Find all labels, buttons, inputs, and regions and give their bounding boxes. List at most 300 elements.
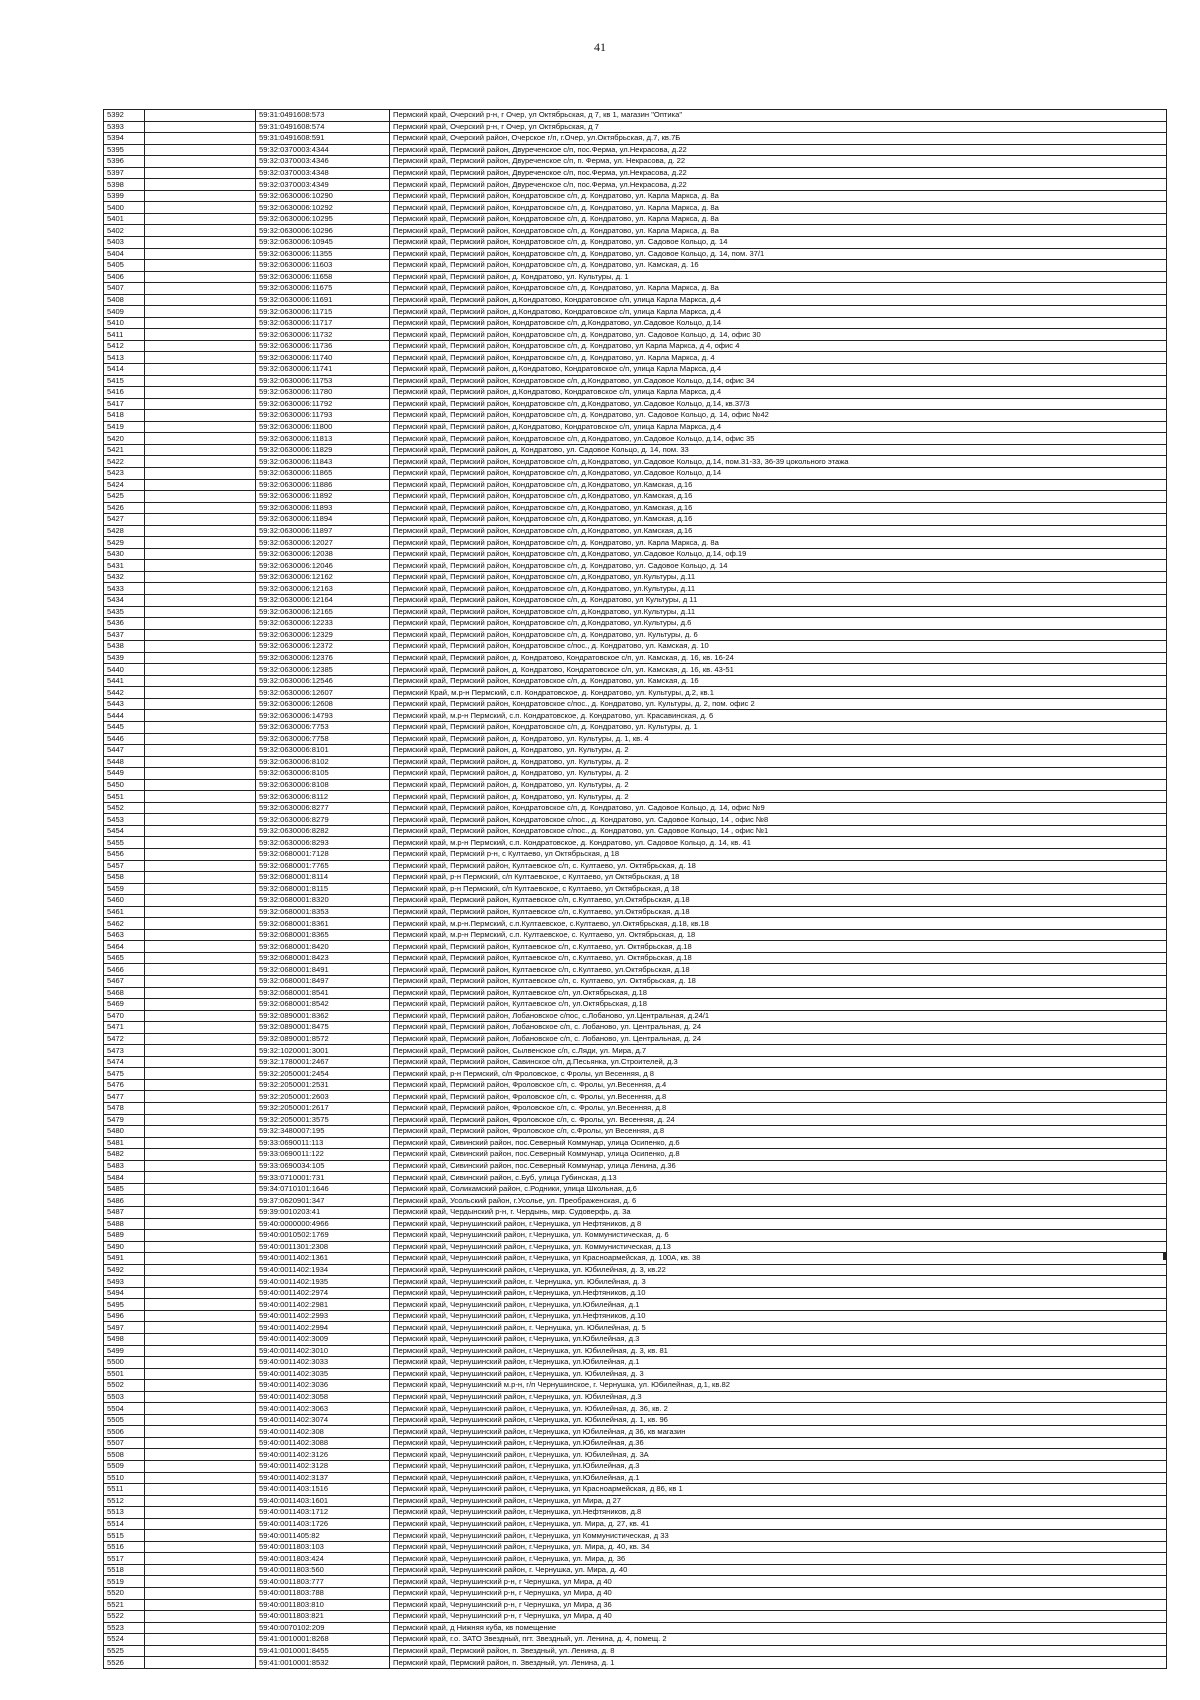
address-cell: Пермский край, Пермский район, Фроловское с/п, с. Фролы, ул.Весенняя, д.8: [390, 1091, 1167, 1103]
address-cell: Пермский край, г.о. ЗАТО Звездный, пгт. Звездный, ул. Ленина, д. 4, помещ. 2: [390, 1634, 1167, 1646]
table-row: [104, 433, 1167, 445]
cadastral-number-cell: 59:40:0011402:3035: [256, 1368, 390, 1380]
cadastral-number-cell: 59:40:0011803:424: [256, 1553, 390, 1565]
table-row: [104, 1068, 1167, 1080]
table-row: [104, 1056, 1167, 1068]
cadastral-number-cell: 59:32:0680001:8365: [256, 929, 390, 941]
row-number-cell: 5431: [104, 560, 145, 572]
row-number-cell: 5436: [104, 618, 145, 630]
blank-cell: [145, 225, 256, 237]
cadastral-number-cell: 59:32:0630006:11355: [256, 248, 390, 260]
blank-cell: [145, 444, 256, 456]
address-cell: Пермский край, Чернушинский район, г.Чернушка, ул Юбилейная, д 36, кв магазин: [390, 1426, 1167, 1438]
row-number-cell: 5516: [104, 1541, 145, 1553]
table-row: [104, 710, 1167, 722]
table-row: [104, 756, 1167, 768]
address-cell: Пермский край, Чернушинский район, г.Чернушка, ул. Мира, д. 27, кв. 41: [390, 1518, 1167, 1530]
table-row: [104, 1206, 1167, 1218]
row-number-cell: 5448: [104, 756, 145, 768]
cadastral-number-cell: 59:32:0890001:8475: [256, 1022, 390, 1034]
cadastral-number-cell: 59:40:0011402:3074: [256, 1414, 390, 1426]
blank-cell: [145, 1253, 256, 1265]
blank-cell: [145, 883, 256, 895]
table-row: [104, 340, 1167, 352]
table-row: [104, 202, 1167, 214]
cadastral-number-cell: 59:40:0011402:1361: [256, 1253, 390, 1265]
cadastral-number-cell: 59:40:0011803:777: [256, 1576, 390, 1588]
blank-cell: [145, 548, 256, 560]
table-row: [104, 1484, 1167, 1496]
cadastral-number-cell: 59:40:0011402:3033: [256, 1357, 390, 1369]
cadastral-number-cell: 59:32:0630006:11800: [256, 421, 390, 433]
row-number-cell: 5417: [104, 398, 145, 410]
address-cell: Пермский край, Пермский район, Кондратовское с/п, д. Кондратово, ул. Камская, д. 16: [390, 260, 1167, 272]
table-row: [104, 271, 1167, 283]
row-number-cell: 5419: [104, 421, 145, 433]
blank-cell: [145, 860, 256, 872]
address-cell: Пермский край, Пермский район, Кондратовское с/п, д. Кондратово, ул. Карла Маркса, д. 8а: [390, 190, 1167, 202]
blank-cell: [145, 294, 256, 306]
row-number-cell: 5466: [104, 964, 145, 976]
blank-cell: [145, 825, 256, 837]
table-row: [104, 1287, 1167, 1299]
table-row: [104, 906, 1167, 918]
cadastral-number-cell: 59:32:0890001:8362: [256, 1010, 390, 1022]
address-cell: Пермский край, Пермский район, Кондратовское с/п, д.Кондратово, ул.Культуры, д.11: [390, 606, 1167, 618]
cadastral-number-cell: 59:32:0680001:8361: [256, 918, 390, 930]
table-row: [104, 1403, 1167, 1415]
table-row: [104, 467, 1167, 479]
cadastral-number-cell: 59:40:0011402:3036: [256, 1380, 390, 1392]
cadastral-number-cell: 59:40:0011402:3010: [256, 1345, 390, 1357]
address-cell: Пермский край, м.р-н Пермский, с.п. Кондратовское, д. Кондратово, ул. Красавинская, д. 6: [390, 710, 1167, 722]
cadastral-number-cell: 59:32:0680001:8115: [256, 883, 390, 895]
address-cell: Пермский край, Пермский район, Кондратовское с/п, д. Кондратово, ул. Карла Маркса, д. 8а: [390, 202, 1167, 214]
address-cell: Пермский край, Пермский район, д. Кондратово, ул. Культуры, д. 1: [390, 271, 1167, 283]
address-cell: Пермский край, Очерский р-н, г Очер, ул Октябрьская, д 7: [390, 121, 1167, 133]
table-row: [104, 283, 1167, 295]
address-cell: Пермский край, Чернушинский район, г.Чернушка, ул.Юбилейная, д.36: [390, 1437, 1167, 1449]
address-cell: Пермский край, Пермский район, Двуреченское с/п, пос.Ферма, ул.Некрасова, д.22: [390, 144, 1167, 156]
cadastral-number-cell: 59:31:0491608:591: [256, 133, 390, 145]
table-row: [104, 687, 1167, 699]
address-cell: Пермский край, Пермский район, Сылвенское с/п, с.Ляди, ул. Мира, д.7: [390, 1045, 1167, 1057]
cadastral-number-cell: 59:32:0630006:11886: [256, 479, 390, 491]
cadastral-number-cell: 59:40:0011402:3137: [256, 1472, 390, 1484]
blank-cell: [145, 895, 256, 907]
blank-cell: [145, 1564, 256, 1576]
blank-cell: [145, 756, 256, 768]
table-row: [104, 1564, 1167, 1576]
blank-cell: [145, 618, 256, 630]
blank-cell: [145, 1437, 256, 1449]
row-number-cell: 5468: [104, 987, 145, 999]
cadastral-number-cell: 59:32:0630006:12165: [256, 606, 390, 618]
blank-cell: [145, 791, 256, 803]
address-cell: Пермский край, Пермский район, Култаевское с/п, с. Култаево, ул. Октябрьская, д. 18: [390, 976, 1167, 988]
table-row: [104, 929, 1167, 941]
table-row: [104, 121, 1167, 133]
blank-cell: [145, 1033, 256, 1045]
address-cell: Пермский край, Пермский район, д. Кондратово, Кондратовское с/п, ул. Камская, д. 16, кв. 16-24: [390, 652, 1167, 664]
cadastral-number-cell: 59:40:0011402:308: [256, 1426, 390, 1438]
row-number-cell: 5416: [104, 387, 145, 399]
row-number-cell: 5464: [104, 941, 145, 953]
row-number-cell: 5518: [104, 1564, 145, 1576]
address-cell: Пермский край, Пермский район, Фроловское с/п, с. Фролы, ул.Весенняя, д.8: [390, 1103, 1167, 1115]
row-number-cell: 5515: [104, 1530, 145, 1542]
cadastral-number-cell: 59:33:0690011:113: [256, 1137, 390, 1149]
blank-cell: [145, 560, 256, 572]
cadastral-number-cell: 59:32:0890001:8572: [256, 1033, 390, 1045]
row-number-cell: 5521: [104, 1599, 145, 1611]
cadastral-number-cell: 59:40:0011803:810: [256, 1599, 390, 1611]
row-number-cell: 5488: [104, 1218, 145, 1230]
row-number-cell: 5482: [104, 1149, 145, 1161]
row-number-cell: 5475: [104, 1068, 145, 1080]
address-cell: Пермский край, Чернушинский район, г.Чернушка, ул.Юбилейная, д.1: [390, 1357, 1167, 1369]
row-number-cell: 5489: [104, 1230, 145, 1242]
cadastral-number-cell: 59:40:0011803:103: [256, 1541, 390, 1553]
blank-cell: [145, 502, 256, 514]
table-row: [104, 1103, 1167, 1115]
address-cell: Пермский край, Пермский район, Кондратовское с/п, д. Кондратово, ул. Садовое Кольцо, д. 14, офис №42: [390, 410, 1167, 422]
cadastral-number-cell: 59:40:0011402:1935: [256, 1276, 390, 1288]
table-row: [104, 1079, 1167, 1091]
address-cell: Пермский край, Пермский район, д.Кондратово, Кондратовское с/п, улица Карла Маркса, д.4: [390, 294, 1167, 306]
cadastral-number-cell: 59:32:0680001:8491: [256, 964, 390, 976]
row-number-cell: 5497: [104, 1322, 145, 1334]
blank-cell: [145, 675, 256, 687]
blank-cell: [145, 1149, 256, 1161]
blank-cell: [145, 837, 256, 849]
table-row: [104, 306, 1167, 318]
cadastral-number-cell: 59:32:0630006:11715: [256, 306, 390, 318]
blank-cell: [145, 1472, 256, 1484]
table-row: [104, 1518, 1167, 1530]
row-number-cell: 5453: [104, 814, 145, 826]
cadastral-number-cell: 59:40:0070102:209: [256, 1622, 390, 1634]
row-number-cell: 5394: [104, 133, 145, 145]
cadastral-number-cell: 59:32:0630006:10290: [256, 190, 390, 202]
blank-cell: [145, 1264, 256, 1276]
address-cell: Пермский край, Чернушинский район, г.Чернушка, ул.Нефтяников, д.8: [390, 1507, 1167, 1519]
cadastral-number-cell: 59:31:0491608:573: [256, 110, 390, 122]
row-number-cell: 5406: [104, 271, 145, 283]
address-cell: Пермский край, Пермский район, Кондратовское с/п, д.Кондратово, ул.Садовое Кольцо, д.14, оф.19: [390, 548, 1167, 560]
blank-cell: [145, 213, 256, 225]
address-cell: Пермский край, Чернушинский район, г.Чернушка, ул. Юбилейная, д.3: [390, 1391, 1167, 1403]
cadastral-number-cell: 59:40:0011403:1601: [256, 1495, 390, 1507]
table-row: [104, 1507, 1167, 1519]
table-row: [104, 387, 1167, 399]
row-number-cell: 5428: [104, 525, 145, 537]
row-number-cell: 5396: [104, 156, 145, 168]
table-row: [104, 1114, 1167, 1126]
blank-cell: [145, 398, 256, 410]
table-row: [104, 606, 1167, 618]
address-cell: Пермский край, Пермский район, Кондратовское с/п, д. Кондратово, ул Карла Маркса, д 4, офис 4: [390, 340, 1167, 352]
table-row: [104, 398, 1167, 410]
address-cell: Пермский край, р-н Пермский, с/п Фроловское, с Фролы, ул Весенняя, д 8: [390, 1068, 1167, 1080]
blank-cell: [145, 1333, 256, 1345]
table-row: [104, 652, 1167, 664]
blank-cell: [145, 1172, 256, 1184]
row-number-cell: 5402: [104, 225, 145, 237]
address-cell: Пермский край, Пермский район, Култаевское с/п, с.Култаево, ул. Октябрьская, д.18: [390, 952, 1167, 964]
cadastral-number-cell: 59:32:0630006:11793: [256, 410, 390, 422]
cadastral-number-cell: 59:32:0630006:8105: [256, 768, 390, 780]
row-number-cell: 5445: [104, 721, 145, 733]
blank-cell: [145, 144, 256, 156]
table-row: [104, 548, 1167, 560]
table-row: [104, 860, 1167, 872]
row-number-cell: 5510: [104, 1472, 145, 1484]
row-number-cell: 5491: [104, 1253, 145, 1265]
table-row: [104, 237, 1167, 249]
table-row: [104, 1333, 1167, 1345]
row-number-cell: 5451: [104, 791, 145, 803]
address-cell: Пермский край, Сивинский район, пос.Северный Коммунар, улица Осипенко, д.6: [390, 1137, 1167, 1149]
row-number-cell: 5479: [104, 1114, 145, 1126]
address-cell: Пермский край, д Нижняя куба, кв помещение: [390, 1622, 1167, 1634]
page-number: 41: [594, 40, 606, 54]
row-number-cell: 5484: [104, 1172, 145, 1184]
cadastral-number-cell: 59:32:0630006:11780: [256, 387, 390, 399]
address-cell: Пермский край, Сивинский район, пос.Северный Коммунар, улица Осипенко, д.8: [390, 1149, 1167, 1161]
address-cell: Пермский край, р-н Пермский, с/п Култаевское, с Култаево, ул Октябрьская, д 18: [390, 883, 1167, 895]
blank-cell: [145, 1218, 256, 1230]
table-row: [104, 745, 1167, 757]
blank-cell: [145, 1368, 256, 1380]
table-row: [104, 895, 1167, 907]
row-number-cell: 5458: [104, 872, 145, 884]
blank-cell: [145, 1426, 256, 1438]
table-row: [104, 410, 1167, 422]
cadastral-number-cell: 59:32:0630006:11740: [256, 352, 390, 364]
address-cell: Пермский край, Пермский район, Кондратовское с/п, д. Кондратово, ул. Садовое Кольцо, д. 14: [390, 237, 1167, 249]
cadastral-number-cell: 59:40:0011403:1516: [256, 1484, 390, 1496]
address-cell: Пермский край, Чернушинский район, г.Чернушка, ул.Юбилейная, д.1: [390, 1472, 1167, 1484]
cadastral-number-cell: 59:32:0630006:12162: [256, 571, 390, 583]
row-number-cell: 5437: [104, 629, 145, 641]
table-row: [104, 1645, 1167, 1657]
blank-cell: [145, 629, 256, 641]
cadastral-number-cell: 59:32:0370003:4349: [256, 179, 390, 191]
cadastral-number-cell: 59:32:0370003:4346: [256, 156, 390, 168]
table-row: [104, 491, 1167, 503]
table-row: [104, 537, 1167, 549]
blank-cell: [145, 271, 256, 283]
table-row: [104, 421, 1167, 433]
table-row: [104, 110, 1167, 122]
blank-cell: [145, 802, 256, 814]
blank-cell: [145, 1518, 256, 1530]
address-cell: Пермский край, Пермский район, п. Звездный, ул. Ленина, д. 1: [390, 1657, 1167, 1669]
row-number-cell: 5496: [104, 1310, 145, 1322]
cadastral-number-cell: 59:32:0630006:11892: [256, 491, 390, 503]
cadastral-number-cell: 59:40:0011301:2308: [256, 1241, 390, 1253]
address-cell: Пермский край, Пермский район, д.Кондратово, Кондратовское с/п, улица Карла Маркса, д.4: [390, 306, 1167, 318]
row-number-cell: 5392: [104, 110, 145, 122]
row-number-cell: 5430: [104, 548, 145, 560]
table-row: [104, 1495, 1167, 1507]
cadastral-number-cell: 59:32:0680001:8320: [256, 895, 390, 907]
address-cell: Пермский край, Чернушинский район, г.Чернушка, ул. Коммунистическая, д. 6: [390, 1230, 1167, 1242]
cadastral-number-cell: 59:32:0630006:8277: [256, 802, 390, 814]
table-row: [104, 1437, 1167, 1449]
address-cell: Пермский край, Пермский район, Двуреченское с/п, пос.Ферма, ул.Некрасова, д.22: [390, 179, 1167, 191]
address-cell: Пермский край, Пермский район, Фроловское с/п, с. Фролы, ул.Весенняя, д.4: [390, 1079, 1167, 1091]
address-cell: Пермский край, Чернушинский р-н, г Чернушка, ул Мира, д 40: [390, 1588, 1167, 1600]
blank-cell: [145, 1657, 256, 1669]
table-row: [104, 825, 1167, 837]
cadastral-number-cell: 59:32:0680001:8497: [256, 976, 390, 988]
row-number-cell: 5462: [104, 918, 145, 930]
address-cell: Пермский край, Сивинский район, пос.Северный Коммунар, улица Ленина, д.36: [390, 1160, 1167, 1172]
address-cell: Пермский край, Пермский район, Кондратовское с/п, д. Кондратово, ул. Садовое Кольцо, д. 14, пом. 37/1: [390, 248, 1167, 260]
table-row: [104, 514, 1167, 526]
blank-cell: [145, 872, 256, 884]
cadastral-number-cell: 59:32:0630006:8279: [256, 814, 390, 826]
cadastral-number-cell: 59:32:0630006:12163: [256, 583, 390, 595]
table-row: [104, 1380, 1167, 1392]
cadastral-number-cell: 59:32:0630006:12164: [256, 594, 390, 606]
table-row: [104, 664, 1167, 676]
blank-cell: [145, 906, 256, 918]
table-row: [104, 976, 1167, 988]
row-number-cell: 5501: [104, 1368, 145, 1380]
cadastral-number-cell: 59:32:0680001:7128: [256, 849, 390, 861]
table-row: [104, 802, 1167, 814]
blank-cell: [145, 779, 256, 791]
row-number-cell: 5512: [104, 1495, 145, 1507]
table-row: [104, 479, 1167, 491]
address-cell: Пермский край, Чернушинский район, г.Чернушка, ул. Юбилейная, д. 3, кв. 81: [390, 1345, 1167, 1357]
cadastral-number-cell: 59:33:0710001:731: [256, 1172, 390, 1184]
row-number-cell: 5487: [104, 1206, 145, 1218]
row-number-cell: 5439: [104, 652, 145, 664]
blank-cell: [145, 179, 256, 191]
row-number-cell: 5504: [104, 1403, 145, 1415]
cadastral-number-cell: 59:32:0630006:8112: [256, 791, 390, 803]
cadastral-number-cell: 59:32:0630006:12233: [256, 618, 390, 630]
row-number-cell: 5405: [104, 260, 145, 272]
address-cell: Пермский край, Чернушинский район, г.Чернушка, ул. Мира, д. 40, кв. 34: [390, 1541, 1167, 1553]
address-cell: Пермский край, Очерский р-н, г Очер, ул Октябрьская, д 7, кв 1, магазин "Оптика": [390, 110, 1167, 122]
table-row: [104, 144, 1167, 156]
row-number-cell: 5511: [104, 1484, 145, 1496]
row-number-cell: 5508: [104, 1449, 145, 1461]
cadastral-number-cell: 59:32:0630006:11691: [256, 294, 390, 306]
blank-cell: [145, 1126, 256, 1138]
cadastral-number-cell: 59:40:0011402:2974: [256, 1287, 390, 1299]
row-number-cell: 5478: [104, 1103, 145, 1115]
cadastral-number-cell: 59:32:0630006:11717: [256, 317, 390, 329]
address-cell: Пермский край, Пермский район, д. Кондратово, ул. Культуры, д. 2: [390, 756, 1167, 768]
cadastral-number-cell: 59:40:0011405:82: [256, 1530, 390, 1542]
cadastral-number-cell: 59:32:0630006:12372: [256, 641, 390, 653]
address-cell: Пермский край, Пермский район, Кондратовское с/п, д. Кондратово, ул. Карла Маркса, д. 4: [390, 352, 1167, 364]
row-number-cell: 5461: [104, 906, 145, 918]
address-cell: Пермский край, Чернушинский район, г.Чернушка, ул Красноармейская, д. 100А, кв. 38: [390, 1253, 1167, 1265]
cadastral-number-cell: 59:32:0630006:12546: [256, 675, 390, 687]
blank-cell: [145, 964, 256, 976]
register-body: [104, 110, 1167, 1669]
address-cell: Пермский край, Чернушинский район, г.Чернушка, ул.Нефтяников, д.10: [390, 1287, 1167, 1299]
address-cell: Пермский край, Чернушинский район, г.Чернушка, ул Нефтяников, д 8: [390, 1218, 1167, 1230]
address-cell: Пермский край, Чернушинский район, г. Чернушка, ул. Юбилейная, д. 3: [390, 1276, 1167, 1288]
address-cell: Пермский край, Чернушинский район, г.Чернушка, ул. Мира, д. 36: [390, 1553, 1167, 1565]
row-number-cell: 5447: [104, 745, 145, 757]
blank-cell: [145, 1206, 256, 1218]
address-cell: Пермский край, Пермский район, Кондратовское с/п, д.Кондратово, ул.Садовое Кольцо, д.14, кв.37/3: [390, 398, 1167, 410]
row-number-cell: 5441: [104, 675, 145, 687]
cadastral-number-cell: 59:32:0630006:8101: [256, 745, 390, 757]
table-row: [104, 133, 1167, 145]
cadastral-number-cell: 59:41:0010001:8268: [256, 1634, 390, 1646]
address-cell: Пермский край, Пермский район, Кондратовское с/п, д.Кондратово, ул.Садовое Кольцо, д.14, пом.31-33, 36-39 цокольного этажа: [390, 456, 1167, 468]
row-number-cell: 5435: [104, 606, 145, 618]
cadastral-number-cell: 59:32:0680001:8541: [256, 987, 390, 999]
cadastral-number-cell: 59:40:0010502:1769: [256, 1230, 390, 1242]
blank-cell: [145, 652, 256, 664]
table-row: [104, 1657, 1167, 1669]
row-number-cell: 5507: [104, 1437, 145, 1449]
cadastral-number-cell: 59:40:0011403:1712: [256, 1507, 390, 1519]
row-number-cell: 5513: [104, 1507, 145, 1519]
cadastral-number-cell: 59:33:0690034:105: [256, 1160, 390, 1172]
table-row: [104, 1241, 1167, 1253]
cadastral-number-cell: 59:40:0011402:2993: [256, 1310, 390, 1322]
address-cell: Пермский край, Пермский район, Кондратовское с/п, д. Кондратово, ул. Садовое Кольцо, д. 14, офис №9: [390, 802, 1167, 814]
cadastral-number-cell: 59:32:0630006:7753: [256, 721, 390, 733]
row-number-cell: 5454: [104, 825, 145, 837]
table-row: [104, 1472, 1167, 1484]
row-number-cell: 5399: [104, 190, 145, 202]
row-number-cell: 5410: [104, 317, 145, 329]
row-number-cell: 5503: [104, 1391, 145, 1403]
cadastral-number-cell: 59:32:0630006:10296: [256, 225, 390, 237]
blank-cell: [145, 456, 256, 468]
address-cell: Пермский край, Пермский район, д.Кондратово, Кондратовское с/п, улица Карла Маркса, д.4: [390, 421, 1167, 433]
address-cell: Пермский край, Пермский район, д.Кондратово, Кондратовское с/п, улица Карла Маркса, д.4: [390, 364, 1167, 376]
blank-cell: [145, 1022, 256, 1034]
table-row: [104, 814, 1167, 826]
blank-cell: [145, 514, 256, 526]
table-row: [104, 1634, 1167, 1646]
address-cell: Пермский край, м.р-н Пермский, с.п. Култаевское, с. Култаево, ул. Октябрьская, д. 18: [390, 929, 1167, 941]
address-cell: Пермский край, Пермский район, д. Кондратово, ул. Садовое Кольцо, д. 14, пом. 33: [390, 444, 1167, 456]
blank-cell: [145, 317, 256, 329]
table-row: [104, 560, 1167, 572]
row-number-cell: 5393: [104, 121, 145, 133]
blank-cell: [145, 306, 256, 318]
table-row: [104, 1299, 1167, 1311]
blank-cell: [145, 283, 256, 295]
cadastral-number-cell: 59:32:0630006:11897: [256, 525, 390, 537]
blank-cell: [145, 1599, 256, 1611]
cadastral-number-cell: 59:40:0011402:3063: [256, 1403, 390, 1415]
address-cell: Пермский край, Пермский район, Култаевское с/п, ул.Октябрьская, д.18: [390, 999, 1167, 1011]
cadastral-number-cell: 59:33:0690011:122: [256, 1149, 390, 1161]
cadastral-number-cell: 59:32:0630006:11741: [256, 364, 390, 376]
cadastral-number-cell: 59:32:1780001:2467: [256, 1056, 390, 1068]
table-row: [104, 964, 1167, 976]
table-row: [104, 317, 1167, 329]
table-row: [104, 1172, 1167, 1184]
blank-cell: [145, 1622, 256, 1634]
